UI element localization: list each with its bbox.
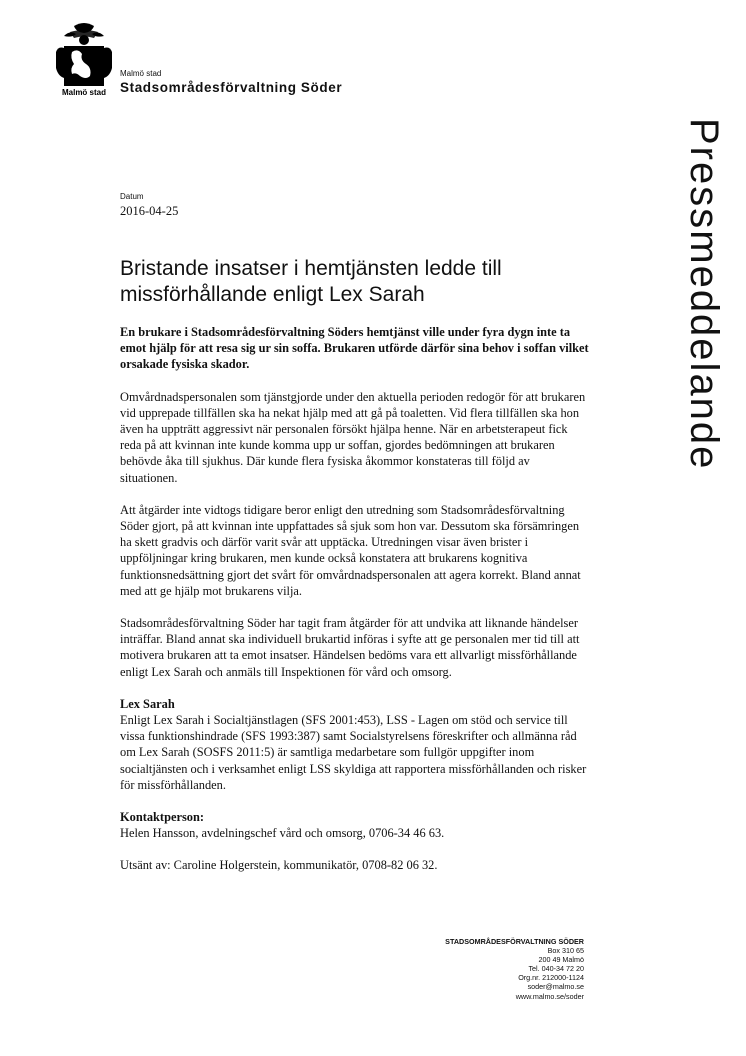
footer-address [445,937,584,1001]
lex-sarah-heading: Lex Sarah [120,696,175,711]
article-body [120,324,590,874]
org-name: Stadsområdesförvaltning Söder [120,80,343,95]
date-label: Datum [120,192,144,201]
logo-label: Malmö stad [61,88,106,97]
lex-sarah-section [120,696,590,793]
footer-org: STADSOMRÅDESFÖRVALTNING SÖDER [445,937,584,946]
footer-orgnr: Org.nr. 212000-1124 [518,973,584,983]
footer-web[interactable]: www.malmo.se/soder [515,991,584,1001]
body-paragraph-1: Omvårdnadspersonalen som tjänstgjorde under den aktuella perioden redogör för att brukaren vid upprepade tillfällen ska ha nekat hjälp med att gå på toaletten. Vid flera tillfällen ska hon även ha uppträtt aggressivt när personalen försökt hjälpa henne. När en arbetsterapeut fick reda på att kvinnan inte kunde komma upp ur soffan, gjordes bedömningen att brukaren behövde åka till sjukhus. Där kunde flera fysiska åkommor konstateras till följd av situationen. [120,389,586,485]
contact-section [120,809,590,841]
document-type-label: Pressmeddelande [682,118,726,471]
date-value: 2016-04-25 [120,204,179,218]
org-parent-name: Malmö stad [120,69,162,78]
coat-of-arms-icon [52,22,116,88]
footer-phone: Tel. 040-34 72 20 [528,964,584,974]
body-paragraph-3: Stadsområdesförvaltning Söder har tagit fram åtgärder för att undvika att liknande händelser inträffar. Bland annat ska individuell brukartid införas i syfte att ge personalen mer tid till att motivera brukaren att ta emot insatser. Händelsen bedöms vara ett allvarligt missförhållande enligt Lex Sarah och anmäls till Inspektionen för vård och omsorg. [120,616,580,679]
footer-box: Box 310 65 [547,946,584,956]
lead-paragraph: En brukare i Stadsområdesförvaltning Söders hemtjänst ville under fyra dygn inte ta emot hjälp för att resa sig ur sin soffa. Brukaren utförde därför sina behov i soffan vilket orsakade fysiska skador. [120,325,589,372]
page-title: Bristande insatser i hemtjänsten ledde till missförhållande enligt Lex Sarah [120,257,502,306]
sent-by: Utsänt av: Caroline Holgerstein, kommunikatör, 0708-82 06 32. [120,858,438,873]
malmo-stad-logo [52,22,116,98]
body-paragraph-2: Att åtgärder inte vidtogs tidigare beror enligt den utredning som Stadsområdesförvaltning Söder gjort, på att kvinnan inte uppfattades så sjuk som hon var. Dessutom ska försämringen ha skett gradvis och därför varit svår att upptäcka. Utredningen visar även brister i uppföljningar kring brukaren, men kunde också konstatera att brukarens kognitiva funktionsnedsättning gjort det svårt för omvårdnadspersonalen att agera korrekt. Bland annat med att ge hjälp mot brukarens vilja. [120,502,581,598]
footer-email[interactable]: soder@malmo.se [527,982,584,992]
footer-postal: 200 49 Malmö [538,955,584,965]
contact-text: Helen Hansson, avdelningschef vård och omsorg, 0706-34 46 63. [120,826,445,841]
contact-heading: Kontaktperson: [120,810,204,825]
lex-sarah-text: Enligt Lex Sarah i Socialtjänstlagen (SFS 2001:453), LSS - Lagen om stöd och service till vissa funktionshindrade (SFS 1993:387) samt Socialstyrelsens föreskrifter och allmänna råd om Lex Sarah (SOSFS 2011:5) är samtliga medarbetare som fullgör uppgifter inom socialtjänsten och i verksamhet enligt LSS skyldiga att rapportera missförhållanden och risker för missförhållanden. [120,713,587,792]
